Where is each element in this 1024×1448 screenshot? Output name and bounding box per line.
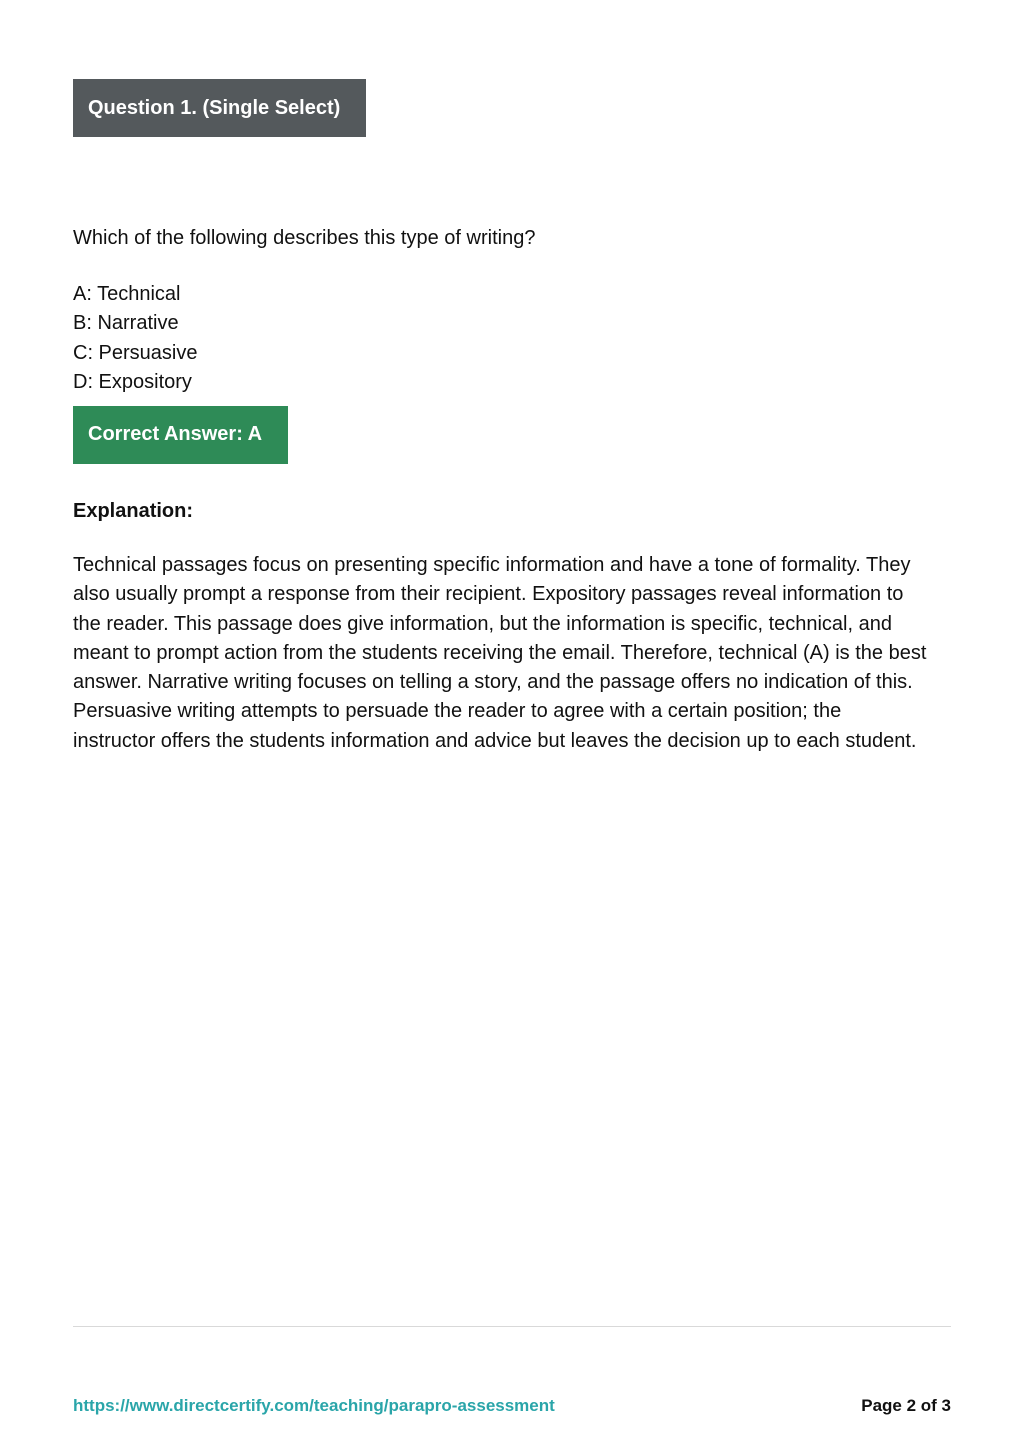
option-a: A: Technical — [73, 283, 181, 305]
correct-answer-badge: Correct Answer: A — [73, 406, 288, 464]
options-list — [73, 280, 198, 397]
option-c: C: Persuasive — [73, 341, 198, 364]
explanation-line: Technical passages focus on presenting specific information and have a tone of formality. They — [73, 554, 911, 576]
option-d: D: Expository — [73, 370, 192, 393]
explanation-line: instructor offers the students information and advice but leaves the decision up to each student. — [73, 729, 917, 752]
explanation-line: answer. Narrative writing focuses on telling a story, and the passage offers no indication of this. — [73, 671, 913, 694]
explanation-line: also usually prompt a response from their recipient. Expository passages reveal information to — [73, 583, 904, 606]
question-badge: Question 1. (Single Select) — [73, 79, 366, 137]
explanation-line: Persuasive writing attempts to persuade the reader to agree with a certain position; the — [73, 700, 842, 723]
explanation-heading: Explanation: — [73, 500, 194, 522]
explanation-line: the reader. This passage does give information, but the information is specific, technical, and — [73, 612, 892, 635]
question-text: Which of the following describes this type of writing? — [73, 227, 536, 249]
explanation-text — [73, 551, 963, 756]
page-number: Page 2 of 3 — [861, 1396, 951, 1415]
option-b: B: Narrative — [73, 312, 179, 335]
explanation-line: meant to prompt action from the students receiving the email. Therefore, technical (A) is the best — [73, 641, 927, 664]
footer-divider — [73, 1326, 951, 1327]
footer-url-link[interactable]: https://www.directcertify.com/teaching/parapro-assessment — [73, 1396, 555, 1415]
